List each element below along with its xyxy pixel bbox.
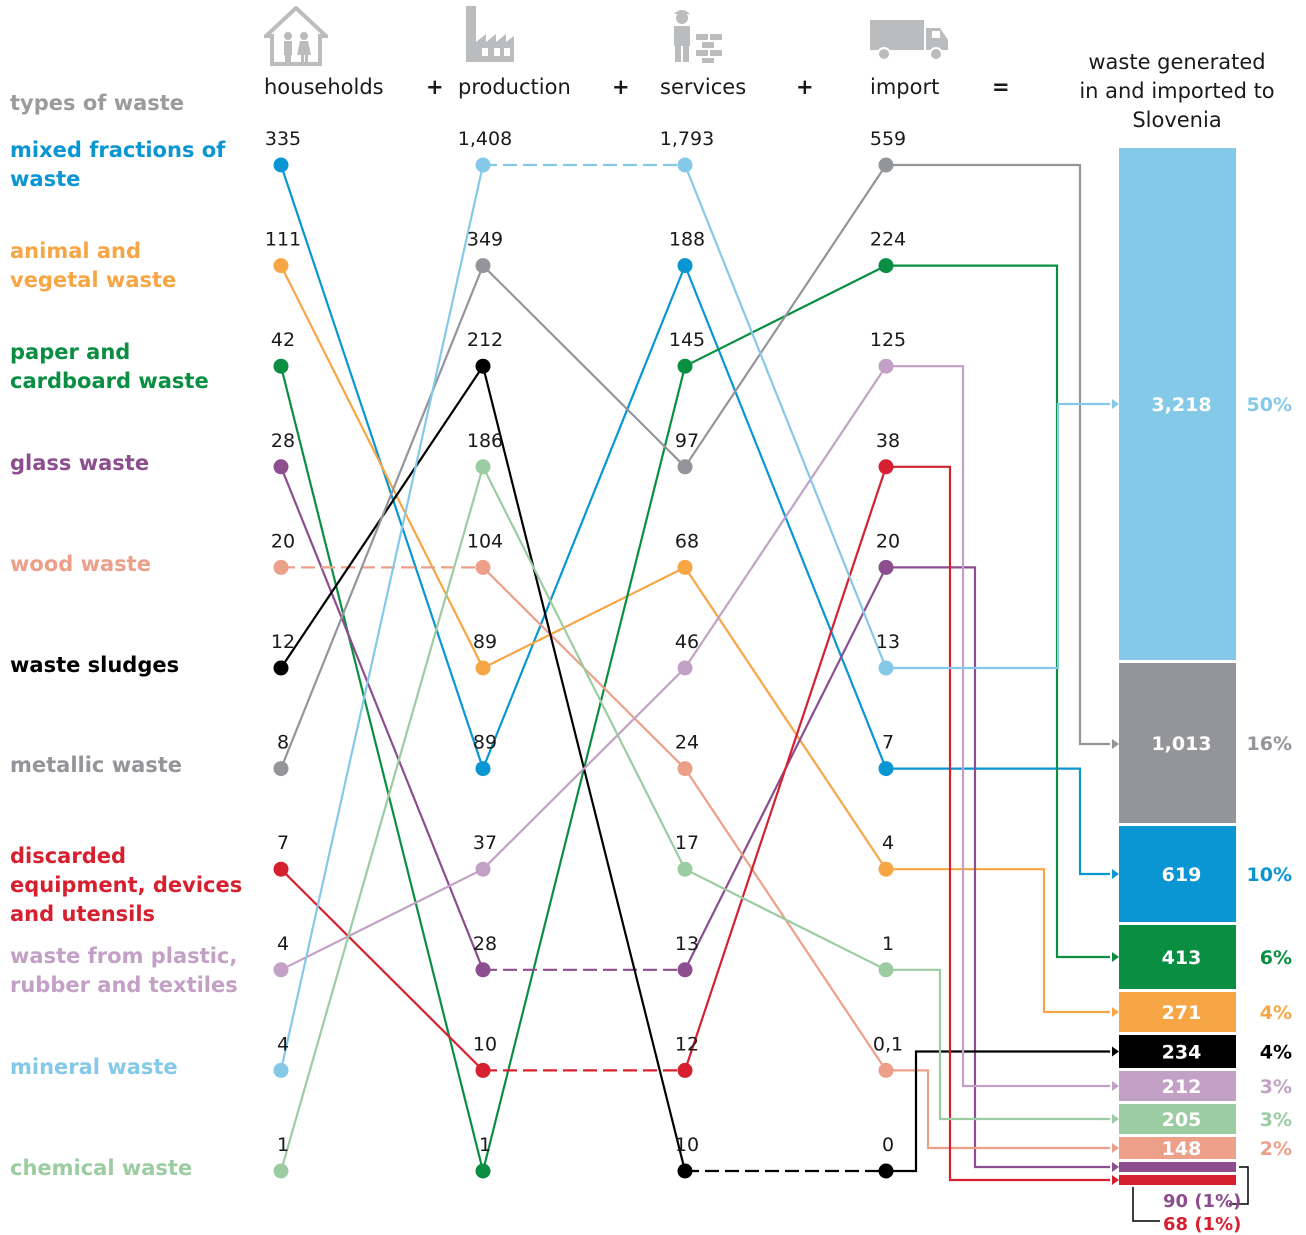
point-label: 1: [881, 932, 895, 955]
connector-chemical: [886, 970, 1110, 1119]
point-chemical: [476, 459, 491, 474]
point-label: 46: [674, 631, 700, 653]
connector-plastic: [886, 366, 1110, 1086]
point-label: 335: [264, 128, 302, 150]
point-glass: [274, 459, 289, 474]
point-label: 37: [472, 832, 498, 855]
connector-metal: [886, 165, 1110, 744]
connector-arrow: [1112, 1175, 1119, 1185]
total-title: waste generated in and imported to Slovenia: [1079, 50, 1275, 132]
flow-line-paper: [281, 366, 483, 1171]
point-wood: [678, 761, 693, 776]
point-chemical: [274, 1164, 289, 1179]
connector-arrow: [1112, 1047, 1119, 1057]
point-sludge: [879, 1164, 894, 1179]
total-value-label-glass: 90 (1%): [1163, 1191, 1242, 1212]
point-animal: [879, 862, 894, 877]
point-label: 224: [869, 228, 907, 251]
connector-animal: [886, 869, 1110, 1012]
point-label: 1: [276, 1134, 290, 1156]
flow-line-chemical: [281, 467, 483, 1171]
column-header-services: services: [660, 75, 747, 99]
connector-equip: [886, 467, 1110, 1180]
point-equip: [476, 1063, 491, 1078]
point-chemical: [879, 962, 894, 977]
plus-operator: +: [426, 75, 444, 99]
flow-line-animal: [685, 567, 886, 869]
point-plastic: [274, 962, 289, 977]
flow-line-mineral: [281, 165, 483, 1070]
category-label-plastic: waste from plastic, rubber and textiles: [10, 944, 238, 997]
total-value-label: 413: [1161, 947, 1202, 969]
point-label: 0: [881, 1134, 895, 1156]
connector-arrow: [1112, 739, 1119, 749]
point-label: 10: [472, 1033, 498, 1056]
total-percent-label: 3%: [1259, 1109, 1292, 1131]
point-label: 4: [276, 932, 290, 955]
point-label: 17: [674, 832, 700, 855]
connector-arrow: [1112, 1162, 1119, 1172]
point-label: 4: [881, 832, 895, 855]
total-percent-label: 4%: [1259, 1041, 1292, 1064]
flow-line-chemical: [685, 869, 886, 970]
point-plastic: [476, 862, 491, 877]
point-label: 1,408: [457, 128, 513, 150]
connector-arrow: [1112, 399, 1119, 409]
point-mixed: [678, 258, 693, 273]
flow-line-plastic: [685, 366, 886, 668]
point-chemical: [678, 862, 693, 877]
flow-line-plastic: [281, 869, 483, 970]
point-label: 68: [674, 530, 700, 553]
point-label: 186: [466, 429, 504, 452]
value-labels: [265, 128, 906, 1156]
point-animal: [476, 661, 491, 676]
connector-glass: [886, 567, 1110, 1167]
flow-line-plastic: [483, 668, 685, 869]
point-label: 7: [881, 731, 895, 754]
category-label-wood: wood waste: [10, 552, 151, 576]
flow-line-equip: [281, 869, 483, 1070]
point-glass: [678, 962, 693, 977]
point-mixed: [476, 761, 491, 776]
point-label: 89: [472, 631, 498, 653]
equals-operator: =: [992, 75, 1010, 99]
flow-line-equip: [685, 467, 886, 1071]
point-mixed: [274, 158, 289, 173]
total-value-label: 619: [1161, 864, 1202, 886]
point-label: 145: [668, 329, 706, 352]
category-label-paper: paper and cardboard waste: [10, 340, 209, 393]
point-label: 97: [674, 429, 700, 452]
point-equip: [274, 862, 289, 877]
point-mineral: [274, 1063, 289, 1078]
point-wood: [274, 560, 289, 575]
flow-line-metal: [281, 266, 483, 769]
total-percent-label: 3%: [1259, 1076, 1292, 1098]
worker-icon: [666, 4, 726, 68]
house-icon: [264, 6, 328, 70]
point-equip: [879, 459, 894, 474]
total-bars: [1119, 148, 1292, 1235]
point-label: 89: [472, 731, 498, 754]
point-label: 8: [276, 731, 290, 754]
column-header-import: import: [870, 75, 940, 99]
flow-line-chemical: [483, 467, 685, 869]
point-label: 349: [466, 228, 504, 251]
point-metal: [879, 158, 894, 173]
total-percent-label: 10%: [1246, 864, 1292, 886]
point-label: 1: [478, 1134, 492, 1156]
total-value-label: 234: [1161, 1041, 1202, 1064]
point-glass: [879, 560, 894, 575]
point-metal: [476, 258, 491, 273]
total-value-label: 271: [1161, 1002, 1202, 1024]
connector-mixed: [886, 769, 1110, 874]
category-label-chemical: chemical waste: [10, 1156, 193, 1180]
point-label: 0,1: [872, 1033, 904, 1056]
category-label-glass: glass waste: [10, 451, 150, 475]
category-label-animal: animal and vegetal waste: [10, 239, 177, 292]
total-percent-label: 16%: [1246, 733, 1292, 755]
point-label: 125: [869, 329, 907, 352]
flow-line-animal: [281, 266, 483, 668]
total-value-label: 1,013: [1151, 733, 1212, 755]
total-value-label-equip: 68 (1%): [1163, 1214, 1242, 1235]
flow-lines: [281, 165, 886, 1171]
flow-line-mineral: [685, 165, 886, 668]
point-mineral: [476, 158, 491, 173]
flow-line-glass: [281, 467, 483, 970]
point-plastic: [879, 359, 894, 374]
total-percent-label: 50%: [1246, 394, 1292, 416]
point-label: 28: [270, 429, 296, 452]
column-header-households: households: [264, 75, 384, 99]
point-metal: [274, 761, 289, 776]
point-label: 28: [472, 932, 498, 955]
point-animal: [678, 560, 693, 575]
point-label: 24: [674, 731, 700, 754]
point-paper: [678, 359, 693, 374]
total-percent-label: 4%: [1259, 1002, 1292, 1024]
total-bar-glass: [1119, 1162, 1236, 1172]
point-label: 12: [674, 1033, 700, 1056]
point-label: 559: [869, 128, 907, 150]
point-label: 212: [466, 329, 504, 352]
row-header: types of waste: [10, 91, 185, 115]
point-label: 104: [466, 530, 504, 553]
point-mineral: [678, 158, 693, 173]
connector-arrow: [1112, 1143, 1119, 1153]
point-label: 13: [875, 631, 901, 653]
category-label-metal: metallic waste: [10, 753, 183, 777]
total-percent-label: 6%: [1259, 947, 1292, 969]
point-paper: [879, 258, 894, 273]
plus-operator: +: [612, 75, 630, 99]
factory-icon: [464, 4, 516, 68]
connector-arrow: [1112, 869, 1119, 879]
point-label: 13: [674, 932, 700, 955]
connector-mineral: [886, 404, 1110, 668]
point-animal: [274, 258, 289, 273]
point-wood: [879, 1063, 894, 1078]
truck-icon: [868, 18, 950, 66]
connector-arrow: [1112, 1114, 1119, 1124]
point-label: 7: [276, 832, 290, 855]
connector-paper: [886, 266, 1110, 957]
connector-arrow: [1112, 1007, 1119, 1017]
point-mixed: [879, 761, 894, 776]
flow-line-metal: [483, 266, 685, 467]
total-percent-label: 2%: [1259, 1138, 1292, 1160]
bracket-line: [1133, 1187, 1160, 1221]
point-label: 42: [270, 329, 296, 352]
point-label: 188: [668, 228, 706, 251]
connector-wood: [886, 1070, 1110, 1148]
point-label: 38: [875, 429, 901, 452]
total-value-label: 3,218: [1151, 394, 1212, 416]
flow-line-metal: [685, 165, 886, 467]
point-label: 1,793: [659, 128, 715, 150]
category-label-equip: discarded equipment, devices and utensils: [10, 844, 243, 926]
point-sludge: [678, 1164, 693, 1179]
column-header-production: production: [458, 75, 571, 99]
point-label: 111: [264, 228, 302, 251]
point-label: 10: [674, 1134, 700, 1156]
point-label: 20: [270, 530, 296, 553]
connector-arrow: [1112, 1081, 1119, 1091]
category-label-sludge: waste sludges: [10, 653, 180, 677]
point-paper: [476, 1164, 491, 1179]
point-plastic: [678, 661, 693, 676]
flow-line-mixed: [483, 266, 685, 769]
point-metal: [678, 459, 693, 474]
category-label-mineral: mineral waste: [10, 1055, 178, 1079]
plus-operator: +: [796, 75, 814, 99]
point-equip: [678, 1063, 693, 1078]
point-paper: [274, 359, 289, 374]
point-wood: [476, 560, 491, 575]
total-value-label: 148: [1161, 1138, 1202, 1160]
total-connectors: [886, 165, 1119, 1185]
point-sludge: [476, 359, 491, 374]
point-sludge: [274, 661, 289, 676]
total-value-label: 205: [1161, 1109, 1202, 1131]
point-label: 4: [276, 1033, 290, 1056]
total-value-label: 212: [1161, 1076, 1202, 1098]
connector-arrow: [1112, 952, 1119, 962]
total-bar-equip: [1119, 1175, 1236, 1185]
point-glass: [476, 962, 491, 977]
point-label: 20: [875, 530, 901, 553]
flow-line-animal: [483, 567, 685, 668]
point-mineral: [879, 661, 894, 676]
point-label: 12: [270, 631, 296, 653]
category-label-mixed: mixed fractions of waste: [10, 138, 226, 191]
